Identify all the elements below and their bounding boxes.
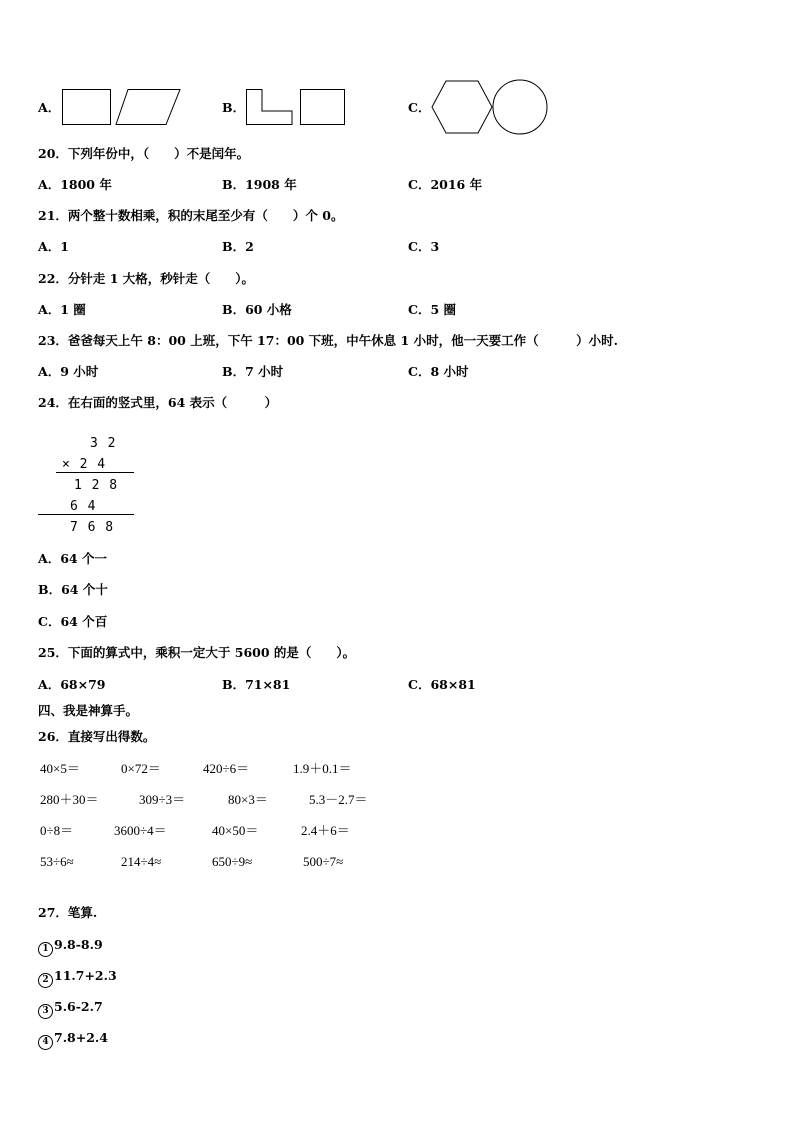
q25-stem: 25．下面的算式中，乘积一定大于 5600 的是（ ）。 <box>38 645 356 660</box>
vertical-row-3: 1 2 8 <box>74 478 119 493</box>
calc-item: 650÷9≈ <box>212 854 253 869</box>
q26-stem: 26．直接写出得数。 <box>38 729 156 744</box>
q22-option-b[interactable]: B．60 小格 <box>222 302 292 317</box>
q24-stem: 24．在右面的竖式里，64 表示（ ） <box>38 395 278 410</box>
q24-option-c[interactable]: C．64 个百 <box>38 614 108 629</box>
q25-option-c[interactable]: C．68×81 <box>408 677 476 692</box>
q27-expression: 7.8+2.4 <box>54 1030 108 1045</box>
vertical-row-2: × 2 4 <box>62 457 107 472</box>
q19-option-c-label[interactable]: C． <box>408 100 431 115</box>
circle-shape <box>493 80 547 134</box>
q21-option-c[interactable]: C．3 <box>408 239 440 254</box>
l-shape <box>247 90 293 125</box>
q27-stem: 27．笔算. <box>38 905 98 920</box>
q27-expression: 5.6-2.7 <box>54 999 103 1014</box>
vertical-divider-1 <box>56 472 134 473</box>
hexagon-shape <box>432 81 492 133</box>
q23-option-b[interactable]: B．7 小时 <box>222 364 284 379</box>
calc-item: 0×72＝ <box>121 761 161 776</box>
calc-item: 309÷3＝ <box>139 792 186 807</box>
calc-item: 40×50＝ <box>212 823 259 838</box>
q21-option-b[interactable]: B．2 <box>222 239 254 254</box>
parallelogram-shape <box>116 90 180 125</box>
q19-option-a-label[interactable]: A． <box>38 100 61 115</box>
q27-item-1 <box>38 937 103 957</box>
q20-stem: 20．下列年份中，（ ）不是闰年。 <box>38 146 250 161</box>
q20-option-c[interactable]: C．2016 年 <box>408 177 483 192</box>
q23-option-c[interactable]: C．8 小时 <box>408 364 469 379</box>
q22-option-c[interactable]: C．5 圈 <box>408 302 456 317</box>
circled-number: 1 <box>38 942 53 957</box>
calc-item: 420÷6＝ <box>203 761 250 776</box>
q19-option-b-shapes <box>246 89 346 125</box>
section-4-title: 四、我是神算手。 <box>38 703 139 718</box>
q20-option-a[interactable]: A．1800 年 <box>38 177 112 192</box>
calc-item: 500÷7≈ <box>303 854 344 869</box>
q23-option-a[interactable]: A．9 小时 <box>38 364 99 379</box>
q22-stem: 22．分针走 1 大格，秒针走（ ）。 <box>38 271 255 286</box>
calc-item: 53÷6≈ <box>40 854 74 869</box>
q24-option-a[interactable]: A．64 个一 <box>38 551 107 566</box>
calc-item: 0÷8＝ <box>40 823 74 838</box>
square-shape <box>63 90 111 125</box>
q27-item-4 <box>38 1030 108 1050</box>
rectangle-shape <box>301 90 345 125</box>
q19-option-a-shapes <box>62 89 182 125</box>
calc-item: 80×3＝ <box>228 792 268 807</box>
q27-item-3 <box>38 999 103 1019</box>
q21-stem: 21．两个整十数相乘，积的末尾至少有（ ）个 0。 <box>38 208 344 223</box>
circled-number: 3 <box>38 1004 53 1019</box>
vertical-divider-2 <box>38 514 134 515</box>
circled-number: 4 <box>38 1035 53 1050</box>
q25-option-a[interactable]: A．68×79 <box>38 677 106 692</box>
q19-option-b-label[interactable]: B． <box>222 100 246 115</box>
q24-option-b[interactable]: B．64 个十 <box>38 582 108 597</box>
calc-item: 2.4＋6＝ <box>301 823 350 838</box>
q27-item-2 <box>38 968 117 988</box>
q20-option-b[interactable]: B．1908 年 <box>222 177 297 192</box>
calc-item: 1.9＋0.1＝ <box>293 761 352 776</box>
q21-option-a[interactable]: A．1 <box>38 239 69 254</box>
vertical-row-1: 3 2 <box>90 436 117 451</box>
q22-option-a[interactable]: A．1 圈 <box>38 302 86 317</box>
circled-number: 2 <box>38 973 53 988</box>
q27-expression: 9.8-8.9 <box>54 937 103 952</box>
vertical-row-4: 6 4 <box>70 499 97 514</box>
q27-expression: 11.7+2.3 <box>54 968 117 983</box>
calc-item: 280＋30＝ <box>40 792 99 807</box>
vertical-row-5: 7 6 8 <box>70 520 115 535</box>
calc-item: 3600÷4＝ <box>114 823 167 838</box>
q23-stem: 23．爸爸每天上午 8：00 上班，下午 17：00 下班，中午休息 1 小时，他一天要工作（ ）小时. <box>38 333 618 348</box>
calc-item: 40×5＝ <box>40 761 80 776</box>
q25-option-b[interactable]: B．71×81 <box>222 677 291 692</box>
q19-option-c-shapes <box>432 80 548 134</box>
calc-item: 214÷4≈ <box>121 854 162 869</box>
calc-item: 5.3－2.7＝ <box>309 792 368 807</box>
